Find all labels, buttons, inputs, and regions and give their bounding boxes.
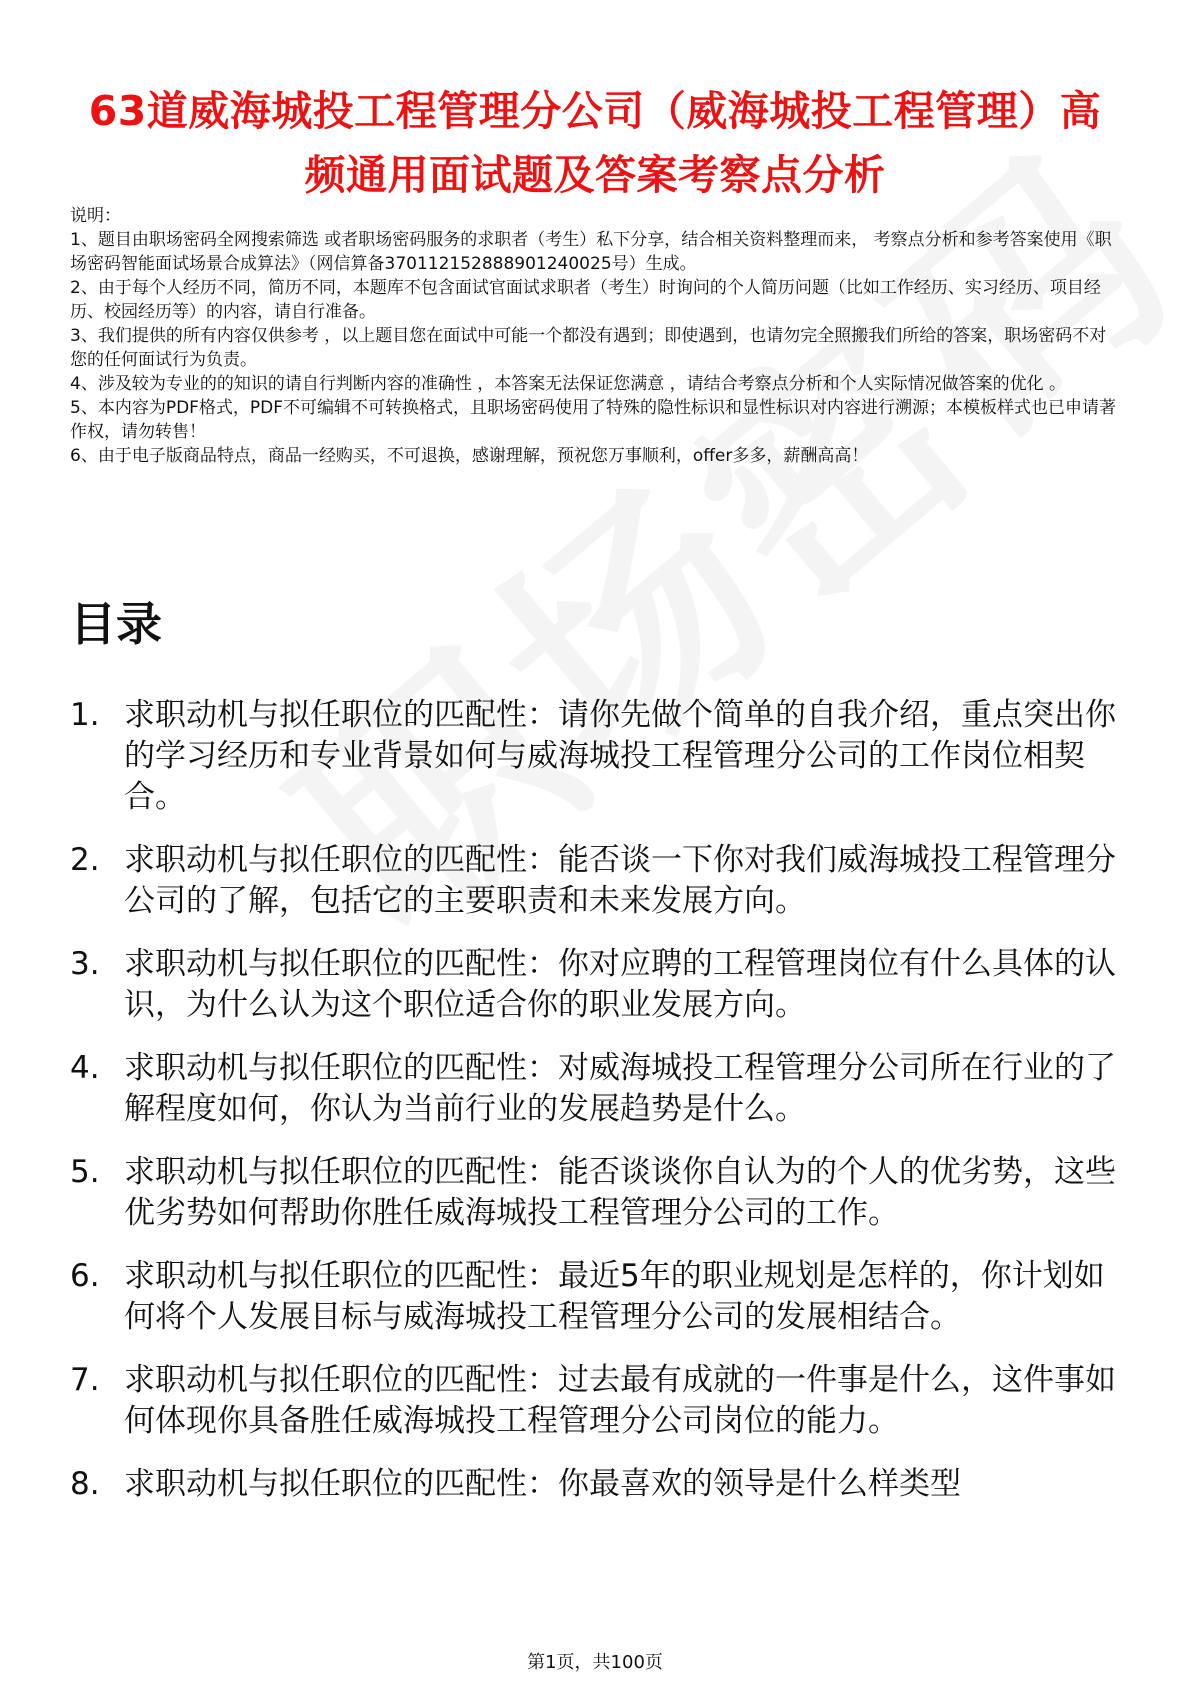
- toc-item[interactable]: [70, 1256, 1130, 1338]
- toc-item-number: 3.: [70, 946, 100, 982]
- toc-item-number: 4.: [70, 1050, 100, 1086]
- note-item: 6、由于电子版商品特点，商品一经购买，不可退换，感谢理解，预祝您万事顺利，offer多多，薪酬高高！: [70, 446, 869, 466]
- toc-item-number: 8.: [70, 1466, 100, 1502]
- notes-section: [70, 204, 1120, 468]
- toc-item[interactable]: [70, 840, 1130, 922]
- toc-item-number: 1.: [70, 697, 100, 733]
- toc-item-number: 5.: [70, 1154, 100, 1190]
- note-item: 1、题目由职场密码全网搜索筛选 或者职场密码服务的求职者（考生）私下分享，结合相关资料整理而来， 考察点分析和参考答案使用《职场密码智能面试场景合成算法》（网信算备370112152888901240025号）生成。: [70, 230, 1112, 274]
- toc-item-text: 求职动机与拟任职位的匹配性：最近5年的职业规划是怎样的，你计划如何将个人发展目标与威海城投工程管理分公司的发展相结合。: [124, 1258, 1105, 1335]
- note-item: 3、我们提供的所有内容仅供参考 ，以上题目您在面试中可能一个都没有遇到；即使遇到，也请勿完全照搬我们所给的答案，职场密码不对您的任何面试行为负责。: [70, 326, 1107, 370]
- toc-item[interactable]: [70, 1152, 1130, 1234]
- document-title: 63道威海城投工程管理分公司（威海城投工程管理）高频通用面试题及答案考察点分析: [88, 87, 1102, 200]
- toc-item-number: 2.: [70, 842, 100, 878]
- toc-item-number: 7.: [70, 1362, 100, 1398]
- toc-item[interactable]: [70, 1360, 1130, 1442]
- toc-list: [70, 695, 1130, 1527]
- page-footer: 第1页，共100页: [527, 1652, 663, 1673]
- toc-item-text: 求职动机与拟任职位的匹配性：你最喜欢的领导是什么样类型: [124, 1466, 961, 1502]
- toc-item[interactable]: [70, 1048, 1130, 1130]
- note-item: 5、本内容为PDF格式，PDF不可编辑不可转换格式，且职场密码使用了特殊的隐性标识和显性标识对内容进行溯源；本模板样式也已申请著作权，请勿转售！: [70, 398, 1117, 442]
- toc-item-text: 求职动机与拟任职位的匹配性：对威海城投工程管理分公司所在行业的了解程度如何，你认为当前行业的发展趋势是什么。: [124, 1050, 1116, 1127]
- toc-item[interactable]: [70, 695, 1130, 818]
- note-item: 2、由于每个人经历不同，简历不同，本题库不包含面试官面试求职者（考生）时询问的个人简历问题（比如工作经历、实习经历、项目经历、校园经历等）的内容，请自行准备。: [70, 278, 1101, 322]
- toc-heading: 目录: [70, 597, 162, 651]
- toc-item-text: 求职动机与拟任职位的匹配性：你对应聘的工程管理岗位有什么具体的认识，为什么认为这个职位适合你的职业发展方向。: [124, 946, 1116, 1023]
- toc-item-text: 求职动机与拟任职位的匹配性：请你先做个简单的自我介绍，重点突出你的学习经历和专业背景如何与威海城投工程管理分公司的工作岗位相契合。: [124, 697, 1116, 815]
- toc-item-text: 求职动机与拟任职位的匹配性：能否谈一下你对我们威海城投工程管理分公司的了解，包括它的主要职责和未来发展方向。: [124, 842, 1116, 919]
- note-item: 4、涉及较为专业的的知识的请自行判断内容的准确性 ，本答案无法保证您满意 ，请结合考察点分析和个人实际情况做答案的优化 。: [70, 374, 1067, 394]
- toc-item-text: 求职动机与拟任职位的匹配性：过去最有成就的一件事是什么，这件事如何体现你具备胜任威海城投工程管理分公司岗位的能力。: [124, 1362, 1116, 1439]
- toc-item-text: 求职动机与拟任职位的匹配性：能否谈谈你自认为的个人的优劣势，这些优劣势如何帮助你胜任威海城投工程管理分公司的工作。: [124, 1154, 1116, 1231]
- toc-item-number: 6.: [70, 1258, 100, 1294]
- notes-heading: 说明：: [70, 206, 121, 226]
- toc-item[interactable]: [70, 1464, 1130, 1505]
- toc-item[interactable]: [70, 944, 1130, 1026]
